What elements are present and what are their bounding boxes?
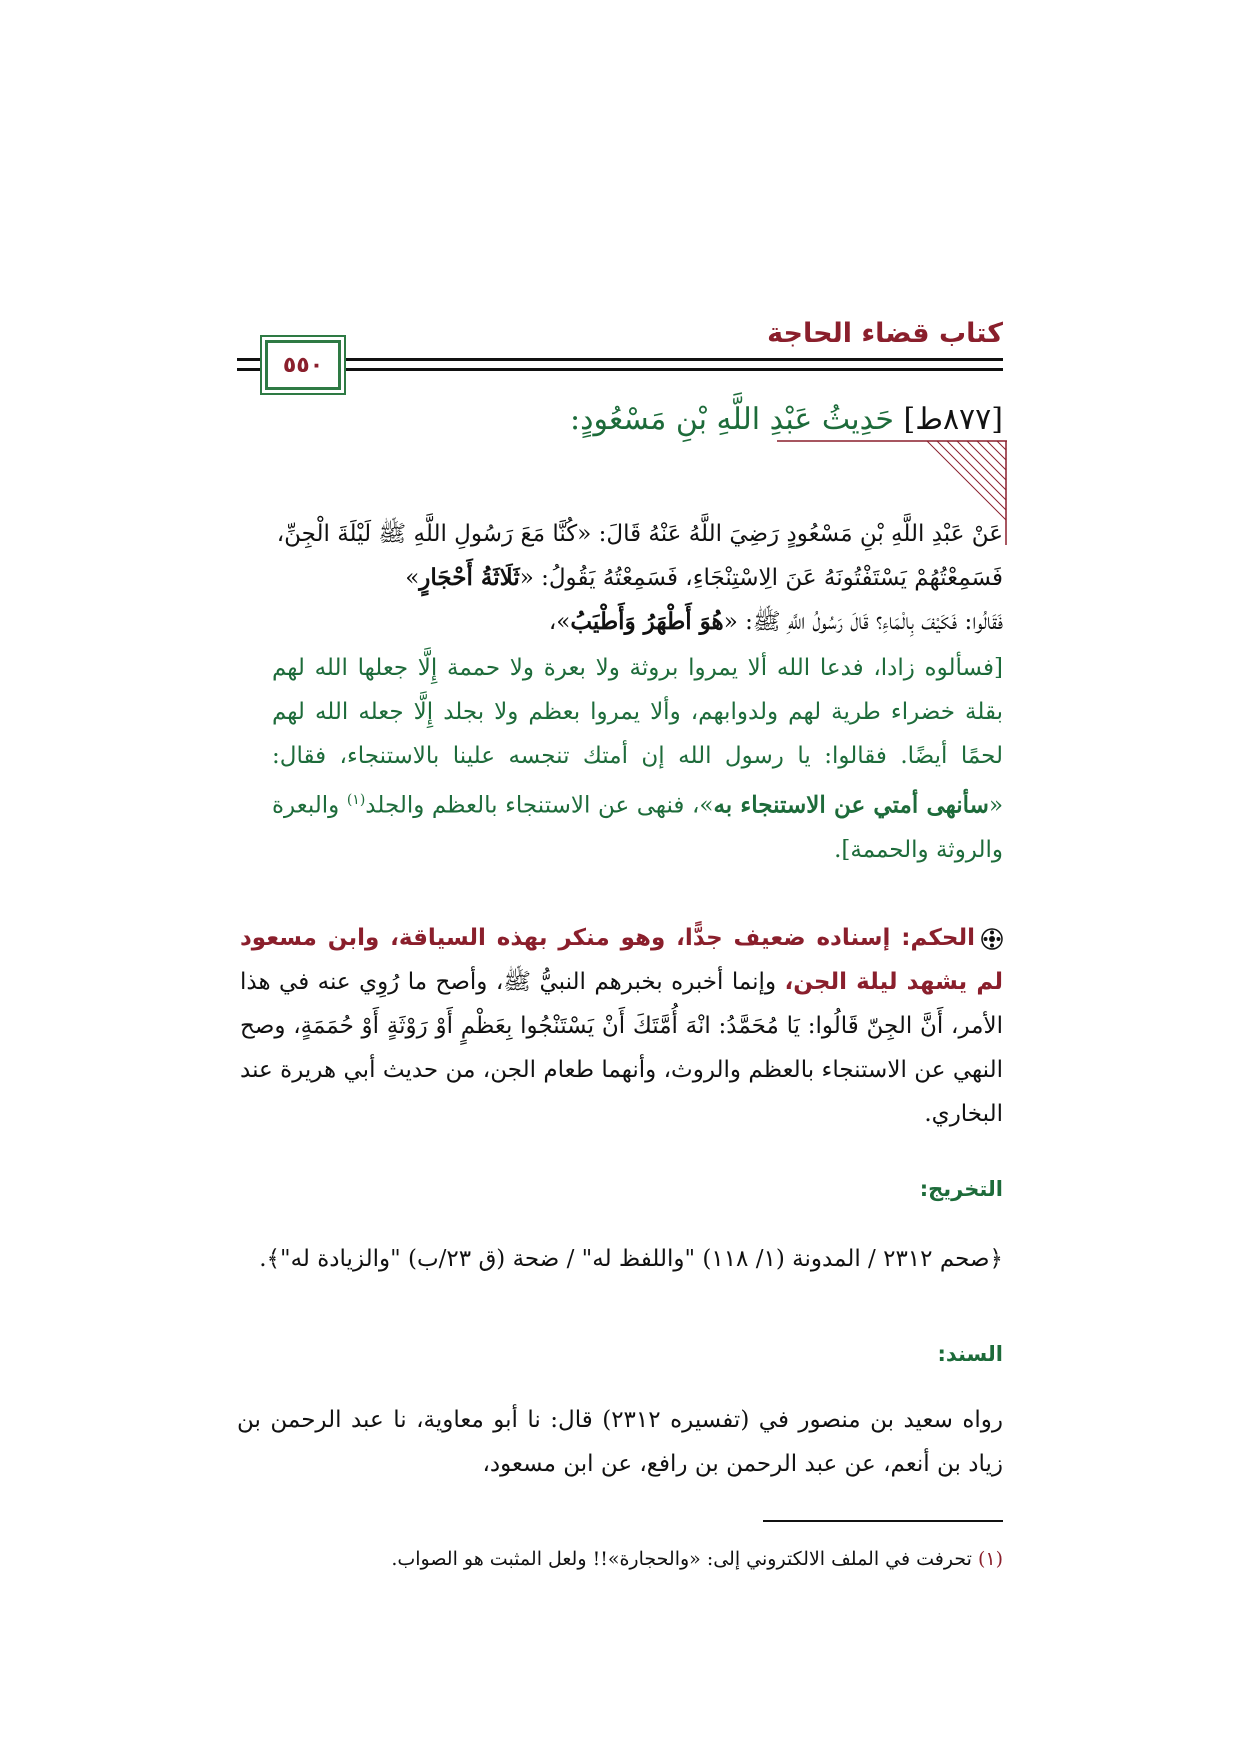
hadith-title: حَدِيثُ عَبْدِ اللَّهِ بْنِ مَسْعُودٍ: bbox=[570, 402, 894, 437]
footnote-ref: (١) bbox=[346, 792, 366, 808]
page-number: ٥٥٠ bbox=[282, 352, 324, 378]
header-rule-top bbox=[237, 358, 1003, 361]
hadith-line: فَسَمِعْتُهُمْ يَسْتَفْتُونَهُ عَنَ الِاسْتِنْجَاءِ، فَسَمِعْتُهُ يَقُولُ: «ثَلَاثَةُ أَحْجَارٍ» bbox=[405, 564, 1003, 591]
takhrij-text: ﴿صحم ٢٣١٢ / المدونة (١/ ١١٨) "واللفظ له" / ضحة (ق ٢٣/ب) "والزيادة له"﴾. bbox=[259, 1246, 1003, 1272]
hadith-addition: [فسألوه زادا، فدعا الله ألا يمروا بروثة ولا بعرة ولا حممة إِلَّا جعلها الله لهم بقلة خضراء طرية لهم ولدوابهم، وألا يمروا بعظم ولا بجلد إِلَّا جعله الله لهم لحمًا أيضًا. فقالوا: يا رسول الله إن أمتك تنجسه علينا بالاستنجاء، فقال: «سأنهى أمتي عن الاستنجاء به»، فنهى عن الاستنجاء بالعظم والجلد$^{(١)}$ والبعرة والروثة والحممة]. bbox=[272, 655, 1004, 863]
hadith-number: [٨٧٧ط] bbox=[903, 402, 1003, 437]
takhrij-label: التخريج: bbox=[919, 1177, 1003, 1201]
sanad-text: رواه سعيد بن منصور في (تفسيره ٢٣١٢) قال: نا أبو معاوية، نا عبد الرحمن بن زياد بن أنعم، عن عبد الرحمن بن رافع، عن ابن مسعود، bbox=[237, 1407, 1004, 1477]
footnote-text: تحرفت في الملف الالكتروني إلى: «والحجارة»!! ولعل المثبت هو الصواب. bbox=[391, 1548, 978, 1570]
footnote bbox=[237, 1548, 1003, 1570]
page-number-badge bbox=[265, 340, 341, 390]
book-title: كتاب قضاء الحاجة bbox=[767, 318, 1003, 349]
header-rule-bottom bbox=[237, 368, 1003, 371]
sanad-label: السند: bbox=[937, 1342, 1003, 1366]
hadith-line: فَقَالُوا: فَكَيْفَ بِالْمَاءِ؟ قَالَ رَسُولُ اللَّهِ ﷺ: «هُوَ أَطْهَرُ وَأَطْيَبُ»، bbox=[548, 608, 1003, 635]
footnote-rule bbox=[763, 1520, 1003, 1522]
ruling-label: الحكم: bbox=[901, 925, 975, 951]
hadith-line: عَنْ عَبْدِ اللَّهِ بْنِ مَسْعُودٍ رَضِيَ اللَّهُ عَنْهُ قَالَ: «كُنَّا مَعَ رَسُولِ اللَّهِ ﷺ لَيْلَةَ الْجِنِّ، bbox=[276, 521, 1003, 547]
ruling-text: وإنما أخبره بخبرهم النبيُّ ﷺ، وأصح ما رُوِي عنه في هذا الأمر، أَنَّ الجِنّ قَالُوا: يَا مُحَمَّدُ: انْهَ أُمَّتَكَ أَنْ يَسْتَنْجُوا بِعَظْمٍ أَوْ رَوْثَةٍ أَوْ حُمَمَةٍ، وصح النهي عن الاستنجاء بالعظم والروث، وأنهما طعام الجن، من حديث أبي هريرة عند البخاري. bbox=[240, 969, 1003, 1127]
flower-icon bbox=[981, 928, 1003, 950]
ruling-verdict: إسناده ضعيف جدًّا، وهو منكر بهذه السياقة، وابن مسعود لم يشهد ليلة الجن، bbox=[240, 925, 1003, 995]
hadith-text bbox=[272, 512, 1003, 644]
ruling-paragraph bbox=[240, 916, 1003, 1136]
hadith-heading bbox=[570, 402, 1003, 437]
footnote-number: (١) bbox=[977, 1548, 1003, 1570]
